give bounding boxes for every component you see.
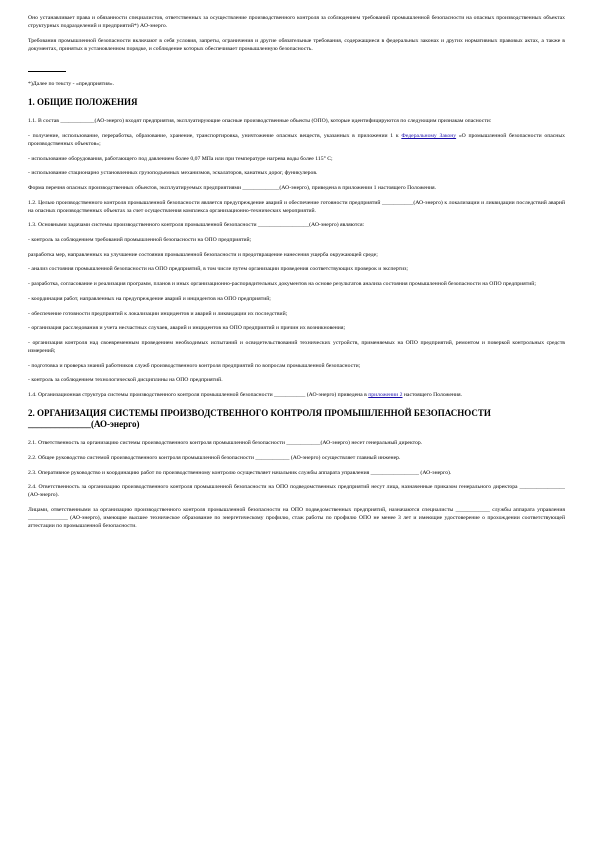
text-after-link: настоящего Положения. xyxy=(402,392,463,399)
task-item: - контроль за соблюдением требований промышленной безопасности на ОПО предприятий; xyxy=(28,237,252,244)
task-item: - разработка, согласование и реализация программ, планов и иных организационно-распорядительных документов на основе результатов анализа состояния промышленной безопасности на ОПО предприятий; xyxy=(28,281,536,288)
appendix-2-link[interactable]: приложении 2 xyxy=(368,392,403,399)
task-item: разработка мер, направленных на улучшение состояния промышленной безопасности и предотвращение нанесения ущерба окружающей среде; xyxy=(28,251,378,258)
footnote: *)Далее по тексту - «предприятия». xyxy=(28,80,114,87)
paragraph-2-3: 2.3. Оперативное руководство и координацию работ по производственному контролю осуществляет начальник службы аппарата управления _________________ (АО-энерго). xyxy=(28,469,452,476)
task-item: - подготовка и проверка знаний работников служб производственного контроля предприятий по вопросам промышленной безопасности; xyxy=(28,362,361,369)
paragraph-1-2: 1.2. Целью производственного контроля промышленной безопасности является предупреждение аварий и обеспечение готовности предприятий ___________(АО-энерго) к локализации и ликвидации последствий аварий на опасных производственных объектах за счет осуществления комплекса организационно-технических мероприятий. xyxy=(28,199,565,214)
task-item: - организация контроля над своевременным проведением необходимых испытаний и освидетельствований технических устройств, применяемых на ОПО предприятий, ремонтом и поверкой контрольных средств измерений; xyxy=(28,339,565,354)
text-before-link: - получение, использование, переработка, образование, хранение, транспортировка, уничтожение опасных веществ, указанных в приложении 1 к xyxy=(28,132,402,139)
paragraph-2-1: 2.1. Ответственность за организацию системы производственного контроля промышленной безопасности ____________(АО-энерго) несет генеральный директор. xyxy=(28,440,423,447)
task-item: - координация работ, направленных на предупреждение аварий и инцидентов на ОПО предприятий; xyxy=(28,295,271,302)
intro-paragraph-1: Оно устанавливает права и обязанности специалистов, ответственных за осуществление производственного контроля за соблюдением требований промышленной безопасности на опасных производственных объектах структурных подразделений и предприятий*) АО-энерго. xyxy=(28,15,565,30)
paragraph-2-2: 2.2. Общее руководство системой производственного контроля промышленной безопасности ____________ (АО-энерго) осуществляет главный инженер. xyxy=(28,454,401,461)
text-after-link: «О промышленной безопасности опасных производственных объектов»; xyxy=(28,132,565,147)
task-item: - организация расследования и учета несчастных случаев, аварий и инцидентов на ОПО предприятий и причин их возникновения; xyxy=(28,325,346,332)
task-item: - обеспечение готовности предприятий к локализации инцидентов и аварий и ликвидации их последствий; xyxy=(28,310,288,317)
paragraph-1-3: 1.3. Основными задачами системы производственного контроля промышленной безопасности __________________(АО-энерго) являются: xyxy=(28,222,365,229)
task-item: - анализ состояния промышленной безопасности на ОПО предприятий, в том числе путем организации проведения соответствующих проверок и экспертиз; xyxy=(28,266,409,273)
intro-paragraph-2: Требования промышленной безопасности включают в себя условия, запреты, ограничения и другие обязательные требования, содержащиеся в федеральных законах и других нормативных правовых актах, а также в документах, принятых в установленном порядке, и соблюдение которых обеспечивает промышленную безопасность. xyxy=(28,37,565,52)
paragraph-2-4: 2.4. Ответственность за организацию производственного контроля промышленной безопасности на ОПО подведомственных предприятий несут лица, назначенные приказом генерального директора ________________ (АО-энерго). xyxy=(28,484,565,499)
paragraph-lifting-mechanisms: - использование стационарно установленных грузоподъемных механизмов, эскалаторов, канатных дорог, фуникулеров. xyxy=(28,170,318,177)
text-before-link: 1.4. Организационная структура системы производственного контроля промышленной безопасности ___________ (АО-энерго) приведена в xyxy=(28,392,369,399)
paragraph-responsible-persons: Лицами, ответственными за организацию производственного контроля промышленной безопасности на ОПО подведомственных предприятий, назначаются специалисты ____________ службы аппарата управления ______________ (АО-энерго), имеющие высшее техническое образование по энергетическому профилю, стаж работы по профилю ОПО не менее 3 лет и имеющие удостоверение о прохождении соответствующей аттестации по промышленной безопасности. xyxy=(28,506,565,530)
paragraph-1-4 xyxy=(28,391,565,399)
section-1-heading: 1. ОБЩИЕ ПОЛОЖЕНИЯ xyxy=(28,97,138,108)
footnote-separator xyxy=(28,71,66,72)
paragraph-1-1: 1.1. В состав ____________(АО-энерго) входят предприятия, эксплуатирующие опасные производственные объекты (ОПО), которые идентифицируются по следующим признакам опасности: xyxy=(28,118,492,125)
section-2-heading: 2. ОРГАНИЗАЦИЯ СИСТЕМЫ ПРОИЗВОДСТВЕННОГО КОНТРОЛЯ ПРОМЫШЛЕННОЙ БЕЗОПАСНОСТИ ______________(АО-энерго) xyxy=(28,408,491,430)
task-item: - контроль за соблюдением технологической дисциплины на ОПО предприятий. xyxy=(28,377,223,384)
federal-law-link[interactable]: Федеральному Закону xyxy=(401,132,457,139)
paragraph-pressure-equipment: - использование оборудования, работающего под давлением более 0,07 МПа или при температуре нагрева воды более 115° С; xyxy=(28,155,333,162)
paragraph-hazard-substances xyxy=(28,132,565,148)
paragraph-list-form: Форма перечня опасных производственных объектов, эксплуатируемых предприятиями _____________(АО-энерго), приведена в приложении 1 настоящего Положения. xyxy=(28,184,437,191)
